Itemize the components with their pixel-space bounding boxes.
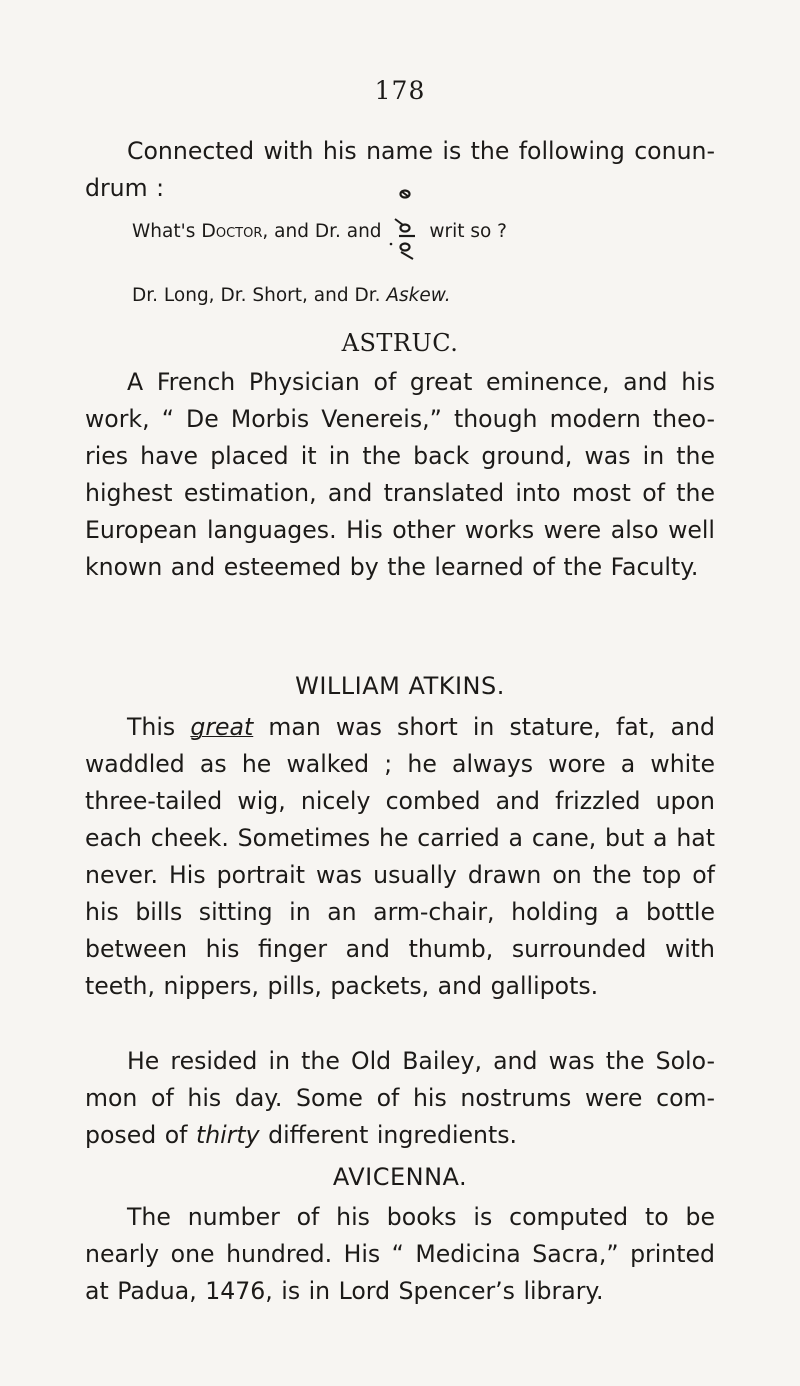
section-body-william-atkins <box>85 709 715 1005</box>
rebus-glyph-icon <box>391 221 419 239</box>
riddle-text: What's <box>132 221 202 242</box>
riddle-text: , and Dr. and <box>262 221 382 242</box>
body-text: He resided in the Old Bailey, and was the Solo-mon of his day. Some of his nostrums were com-posed of <box>85 1047 715 1149</box>
emphasis-great: great <box>190 713 254 741</box>
riddle-text: writ so ? <box>429 221 507 242</box>
riddle-line-1 <box>132 219 732 244</box>
intro-paragraph: Connected with his name is the following conun-drum : <box>85 137 715 202</box>
section-heading-william-atkins: WILLIAM ATKINS. <box>295 672 505 700</box>
section-heading-astruc: ASTRUC. <box>341 329 459 357</box>
section-body-astruc: A French Physician of great eminence, and his work, “ De Morbis Venereis,” though modern theo-ries have placed it in the back ground, was in the highest estimation, and translated into most of the European languages. His other works were also well known and esteemed by the learned of the Faculty. <box>85 368 715 581</box>
page-number: 178 <box>374 76 426 105</box>
emphasis-thirty: thirty <box>195 1121 260 1149</box>
riddle-doctor-word: Doctor <box>201 220 263 242</box>
section-body-avicenna: The number of his books is computed to be nearly one hundred. His “ Medicina Sacra,” printed at Padua, 1476, is in Lord Spencer’s library. <box>85 1203 715 1305</box>
body-text: different ingredients. <box>259 1121 518 1149</box>
riddle-answer-italic: Askew. <box>386 285 451 306</box>
section-heading-avicenna: AVICENNA. <box>332 1163 468 1191</box>
riddle-line-2 <box>132 284 732 308</box>
riddle-answer-text: Dr. Long, Dr. Short, and Dr. <box>132 285 387 306</box>
body-text: man was short in stature, fat, and waddled as he walked ; he always wore a white three-tailed wig, nicely combed and frizzled upon each cheek. Sometimes he carried a cane, but a hat never. His portrait was usually drawn on the top of his bills sitting in an arm-chair, holding a bottle between his finger and thumb, surrounded with teeth, nippers, pills, packets, and gallipots. <box>85 713 715 1000</box>
body-text: This <box>127 713 191 741</box>
section-body-william-atkins-2 <box>85 1043 715 1154</box>
